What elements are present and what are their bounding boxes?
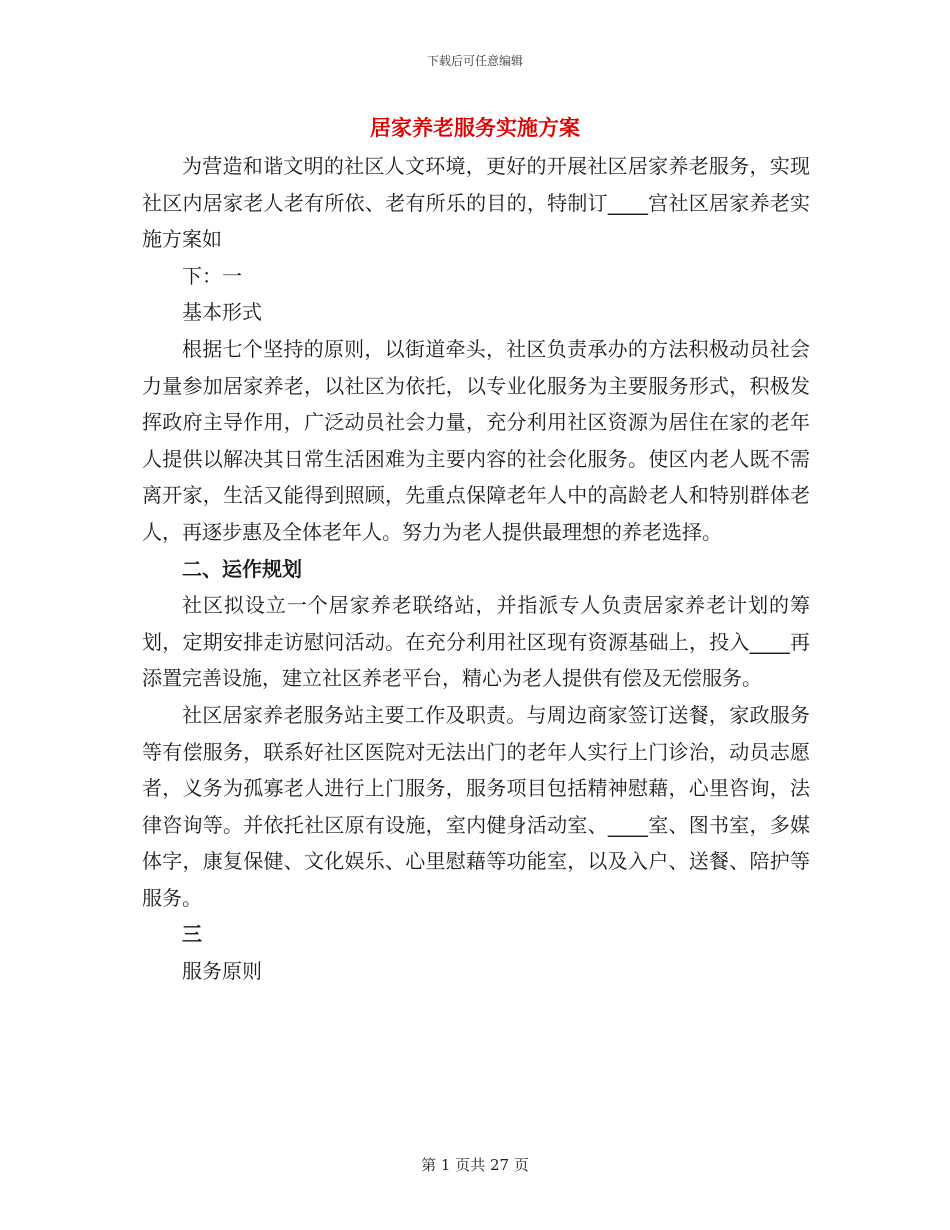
section1-paragraph: 根据七个坚持的原则，以街道牵头，社区负责承办的方法积极动员社会力量参加居家养老，以社区为依托，以专业化服务为主要服务形式，积极发挥政府主导作用，广泛动员社会力量，充分利用社区资源为居住在家的老年人提供以解决其日常生活困难为主要内容的社会化服务。使区内老人既不需离开家，生活又能得到照顾，先重点保障老年人中的高龄老人和特别群体老人，再逐步惠及全体老年人。努力为老人提供最理想的养老选择。	[142, 336, 810, 544]
section3-title: 三	[182, 922, 202, 947]
intro-tail: 下：一	[182, 263, 242, 288]
section2-paragraph-1: 社区拟设立一个居家养老联络站，并指派专人负责居家养老计划的筹划，定期安排走访慰问活动。在充分利用社区现有资源基础上，投入____再添置完善设施，建立社区养老平台，精心为老人提供有偿及无偿服务。	[142, 593, 810, 691]
document-title: 居家养老服务实施方案	[370, 116, 580, 140]
section1-title: 基本形式	[182, 300, 262, 325]
section2-title: 二、运作规划	[182, 556, 302, 581]
intro-paragraph: 为营造和谐文明的社区人文环境，更好的开展社区居家养老服务，实现社区内居家老人老有所依、老有所乐的目的，特制订____宫社区居家养老实施方案如	[142, 154, 810, 252]
document-body	[142, 148, 810, 990]
section3-subtitle: 服务原则	[182, 959, 262, 984]
section2-paragraph-2: 社区居家养老服务站主要工作及职责。与周边商家签订送餐，家政服务等有偿服务，联系好社区医院对无法出门的老年人实行上门诊治，动员志愿者，义务为孤寡老人进行上门服务，服务项目包括精神慰藉，心里咨询，法律咨询等。并依托社区原有设施，室内健身活动室、____室、图书室，多媒体字，康复保健、文化娱乐、心里慰藉等功能室，以及入户、送餐、陪护等服务。	[142, 702, 810, 910]
page-footer: 第 1 页共 27 页	[421, 1156, 529, 1174]
page-header: 下载后可任意编辑	[426, 54, 523, 68]
